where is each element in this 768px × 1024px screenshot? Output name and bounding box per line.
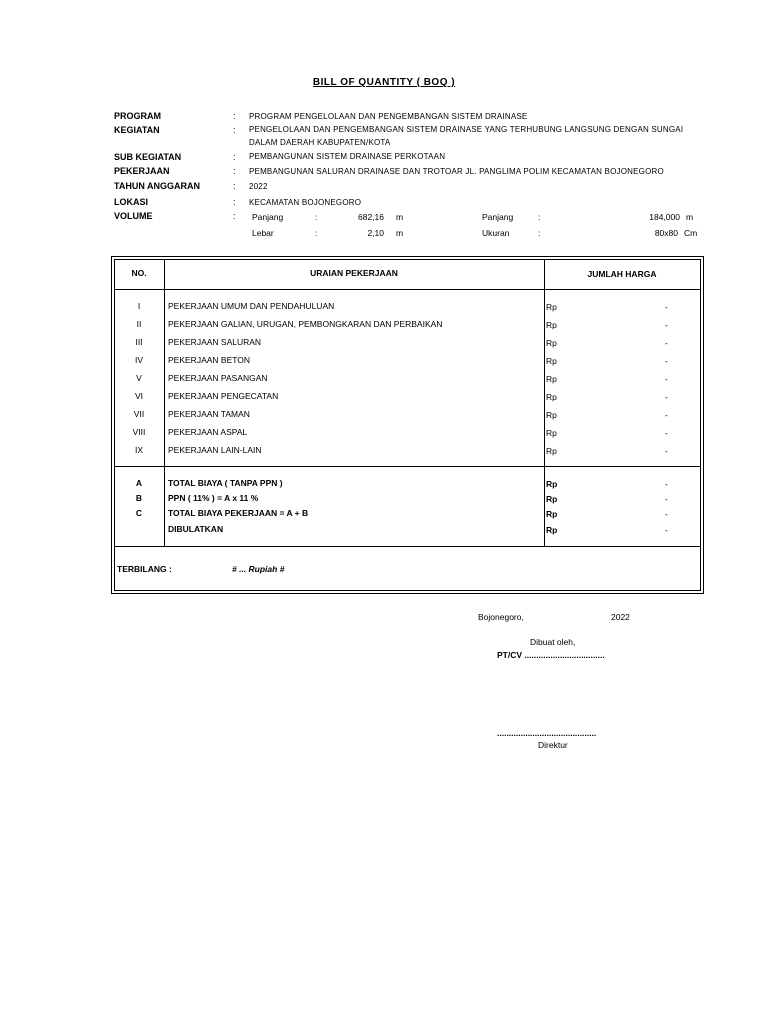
- row-amount: -: [665, 374, 668, 384]
- row-amount: -: [665, 356, 668, 366]
- dibulatkan-rp: Rp: [546, 525, 558, 535]
- kegiatan-value: PENGELOLAAN DAN PENGEMBANGAN SISTEM DRAINASE YANG TERHUBUNG LANGSUNG DENGAN SUNGAI: [249, 125, 684, 134]
- total-c-no: C: [135, 508, 143, 518]
- row-desc: PEKERJAAN PASANGAN: [168, 373, 268, 383]
- dibulatkan-desc: DIBULATKAN: [168, 524, 224, 534]
- row-rp: Rp: [546, 428, 557, 438]
- row-amount: -: [665, 320, 668, 330]
- lokasi-colon: :: [233, 197, 236, 207]
- total-b-desc: PPN ( 11% ) = A x 11 %: [168, 493, 259, 503]
- program-label: PROGRAM: [114, 111, 161, 121]
- volume-panjang2-unit: m: [686, 212, 694, 222]
- total-c-rp: Rp: [546, 509, 558, 519]
- row-desc: PEKERJAAN LAIN-LAIN: [168, 445, 262, 455]
- volume-panjang-unit: m: [396, 212, 404, 222]
- volume-panjang-value: 682,16: [358, 212, 384, 222]
- signature-position: Direktur: [538, 740, 568, 750]
- row-rp: Rp: [546, 374, 557, 384]
- program-value: PROGRAM PENGELOLAAN DAN PENGEMBANGAN SISTEM DRAINASE: [249, 112, 528, 121]
- row-amount: -: [665, 428, 668, 438]
- totals-divider: [114, 466, 700, 467]
- sub-kegiatan-label: SUB KEGIATAN: [114, 152, 182, 162]
- total-b-amount: -: [665, 494, 668, 504]
- row-no: IV: [134, 355, 144, 365]
- row-no: III: [135, 337, 143, 347]
- signature-place: Bojonegoro,: [478, 612, 524, 622]
- row-amount: -: [665, 392, 668, 402]
- row-no: VII: [133, 409, 145, 419]
- volume-panjang2-label: Panjang: [482, 212, 514, 222]
- row-amount: -: [665, 410, 668, 420]
- pekerjaan-colon: :: [233, 166, 236, 176]
- volume-colon: :: [233, 211, 236, 221]
- total-c-amount: -: [665, 509, 668, 519]
- pekerjaan-label: PEKERJAAN: [114, 166, 170, 176]
- total-a-amount: -: [665, 479, 668, 489]
- row-amount: -: [665, 302, 668, 312]
- pekerjaan-value: PEMBANGUNAN SALURAN DRAINASE DAN TROTOAR JL. PANGLIMA POLIM KECAMATAN BOJONEGORO: [249, 167, 664, 176]
- volume-panjang-label: Panjang: [252, 212, 284, 222]
- column-divider-desc: [544, 259, 545, 546]
- row-rp: Rp: [546, 356, 557, 366]
- volume-lebar-label: Lebar: [252, 228, 274, 238]
- kegiatan-colon: :: [233, 125, 236, 135]
- row-no: IX: [134, 445, 144, 455]
- total-b-rp: Rp: [546, 494, 558, 504]
- tahun-anggaran-colon: :: [233, 181, 236, 191]
- signature-company: PT/CV ..................................: [497, 650, 605, 660]
- total-a-desc: TOTAL BIAYA ( TANPA PPN ): [168, 478, 283, 488]
- volume-label: VOLUME: [114, 211, 153, 221]
- volume-panjang2-colon: :: [538, 212, 541, 222]
- dibulatkan-amount: -: [665, 525, 668, 535]
- total-a-no: A: [135, 478, 143, 488]
- lokasi-value: KECAMATAN BOJONEGORO: [249, 198, 362, 207]
- volume-lebar-value: 2,10: [367, 228, 384, 238]
- row-rp: Rp: [546, 338, 557, 348]
- row-no: I: [137, 301, 141, 311]
- terbilang-value: # ... Rupiah #: [232, 564, 285, 574]
- row-desc: PEKERJAAN UMUM DAN PENDAHULUAN: [168, 301, 335, 311]
- row-no: V: [136, 373, 142, 383]
- sub-kegiatan-colon: :: [233, 152, 236, 162]
- volume-panjang2-value: 184,000: [649, 212, 680, 222]
- signature-made-by: Dibuat oleh,: [530, 637, 576, 647]
- row-desc: PEKERJAAN PENGECATAN: [168, 391, 279, 401]
- row-desc: PEKERJAAN ASPAL: [168, 427, 248, 437]
- row-amount: -: [665, 446, 668, 456]
- header-no: NO.: [131, 268, 147, 278]
- column-divider-no: [164, 259, 165, 546]
- sub-kegiatan-value: PEMBANGUNAN SISTEM DRAINASE PERKOTAAN: [249, 152, 446, 161]
- volume-lebar-unit: m: [396, 228, 404, 238]
- tahun-anggaran-value: 2022: [249, 182, 268, 191]
- row-rp: Rp: [546, 320, 557, 330]
- volume-lebar-colon: :: [315, 228, 318, 238]
- row-rp: Rp: [546, 302, 557, 312]
- terbilang-divider: [114, 546, 700, 547]
- lokasi-label: LOKASI: [114, 197, 149, 207]
- signature-year: 2022: [611, 612, 630, 622]
- row-no: VI: [134, 391, 144, 401]
- row-desc: PEKERJAAN GALIAN, URUGAN, PEMBONGKARAN DAN PERBAIKAN: [168, 319, 443, 329]
- terbilang-label: TERBILANG :: [117, 564, 172, 574]
- row-rp: Rp: [546, 410, 557, 420]
- row-desc: PEKERJAAN BETON: [168, 355, 251, 365]
- program-colon: :: [233, 111, 236, 121]
- row-desc: PEKERJAAN SALURAN: [168, 337, 262, 347]
- document-title: BILL OF QUANTITY ( BOQ ): [312, 77, 456, 88]
- row-rp: Rp: [546, 446, 557, 456]
- volume-ukuran-colon: :: [538, 228, 541, 238]
- row-no: II: [136, 319, 142, 329]
- row-no: VIII: [132, 427, 146, 437]
- row-rp: Rp: [546, 392, 557, 402]
- total-b-no: B: [135, 493, 143, 503]
- row-desc: PEKERJAAN TAMAN: [168, 409, 250, 419]
- kegiatan-label: KEGIATAN: [114, 125, 160, 135]
- signature-line: ..........................................: [497, 728, 597, 738]
- header-desc: URAIAN PEKERJAAN: [310, 268, 398, 278]
- volume-ukuran-value: 80x80: [654, 228, 678, 238]
- tahun-anggaran-label: TAHUN ANGGARAN: [114, 181, 200, 191]
- header-total: JUMLAH HARGA: [587, 269, 657, 279]
- row-amount: -: [665, 338, 668, 348]
- volume-panjang-colon: :: [315, 212, 318, 222]
- volume-ukuran-unit: Cm: [684, 228, 698, 238]
- kegiatan-value-line2: DALAM DAERAH KABUPATEN/KOTA: [249, 138, 391, 147]
- volume-ukuran-label: Ukuran: [482, 228, 510, 238]
- header-divider: [114, 289, 700, 290]
- total-c-desc: TOTAL BIAYA PEKERJAAN = A + B: [168, 508, 309, 518]
- total-a-rp: Rp: [546, 479, 558, 489]
